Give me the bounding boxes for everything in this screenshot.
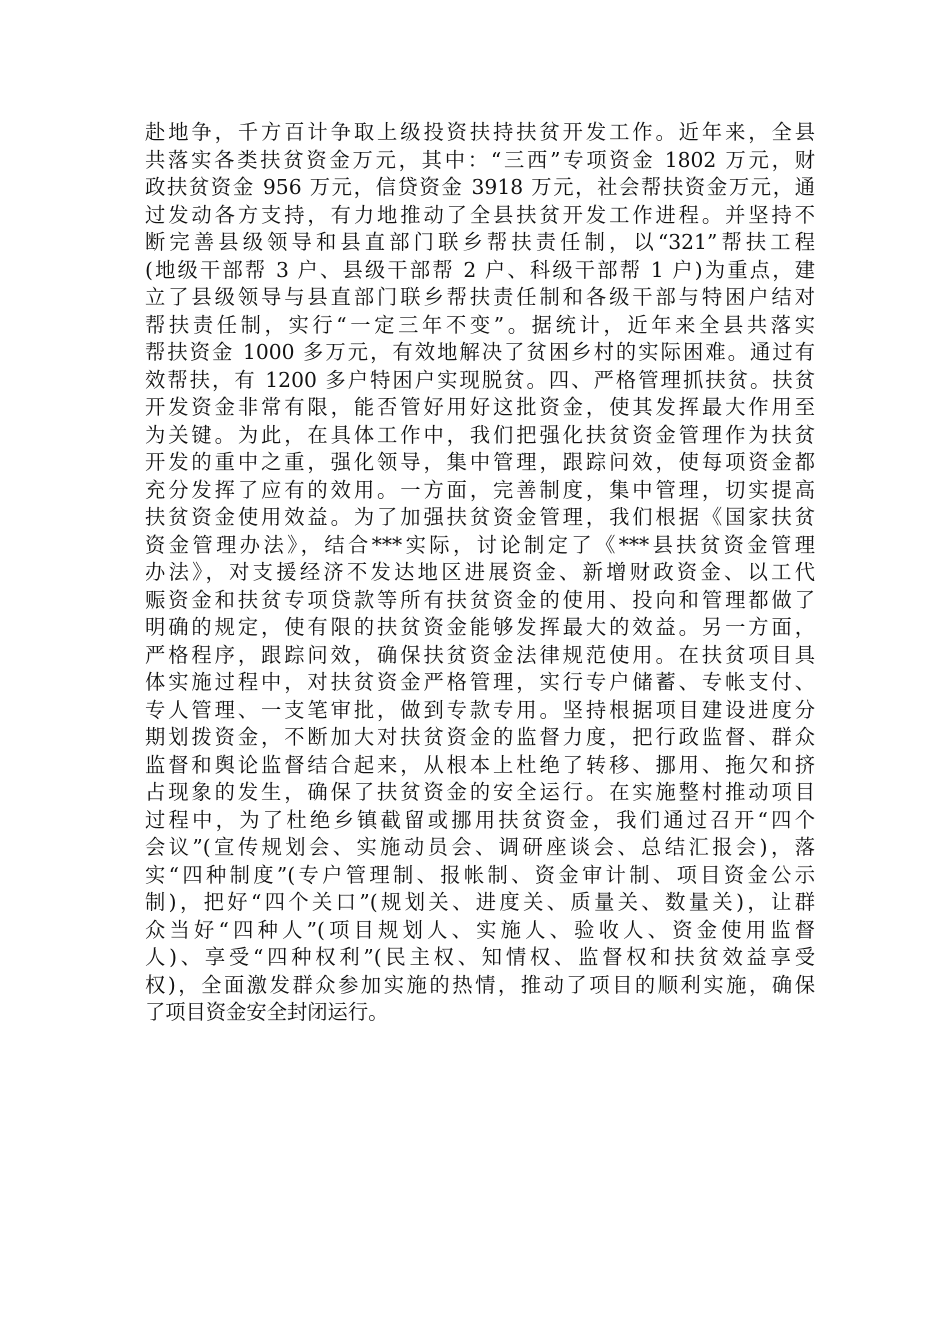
text-line: (地级干部帮 3 户、县级干部帮 2 户、科级干部帮 1 户)为重点，建 — [145, 257, 815, 282]
text-line: 共落实各类扶贫资金万元，其中：“三西”专项资金 1802 万元，财 — [145, 147, 815, 172]
body-paragraph — [145, 119, 815, 1027]
text-line: 开发的重中之重，强化领导，集中管理，跟踪问效，使每项资金都 — [145, 450, 815, 474]
text-line: 了项目资金安全封闭运行。 — [145, 1000, 389, 1024]
text-line: 办法》，对支援经济不发达地区进展资金、新增财政资金、以工代 — [145, 560, 815, 584]
text-line: 人)、享受“四种权利”(民主权、知情权、监督权和扶贫效益享受 — [145, 945, 815, 969]
text-line: 监督和舆论监督结合起来，从根本上杜绝了转移、挪用、拖欠和挤 — [145, 752, 815, 777]
text-line: 过发动各方支持，有力地推动了全县扶贫开发工作进程。并坚持不 — [145, 202, 815, 227]
text-line: 会议”(宣传规划会、实施动员会、调研座谈会、总结汇报会)，落 — [145, 835, 815, 859]
text-line: 众当好“四种人”(项目规划人、实施人、验收人、资金使用监督 — [145, 917, 815, 942]
text-line: 专人管理、一支笔审批，做到专款专用。坚持根据项目建设进度分 — [145, 697, 815, 722]
text-line: 扶贫资金使用效益。为了加强扶贫资金管理，我们根据《国家扶贫 — [145, 505, 815, 529]
text-line: 资金管理办法》，结合***实际，讨论制定了《***县扶贫资金管理 — [145, 532, 815, 557]
text-line: 帮扶责任制，实行“一定三年不变”。据统计，近年来全县共落实 — [145, 312, 815, 337]
text-line: 赈资金和扶贫专项贷款等所有扶贫资金的使用、投向和管理都做了 — [145, 587, 815, 612]
text-line: 政扶贫资金 956 万元，信贷资金 3918 万元，社会帮扶资金万元，通 — [145, 175, 815, 199]
text-line: 为关键。为此，在具体工作中，我们把强化扶贫资金管理作为扶贫 — [145, 422, 815, 447]
text-line: 权)，全面激发群众参加实施的热情，推动了项目的顺利实施，确保 — [145, 972, 815, 997]
text-line: 立了县级领导与县直部门联乡帮扶责任制和各级干部与特困户结对 — [145, 285, 815, 309]
text-line: 明确的规定，使有限的扶贫资金能够发挥最大的效益。另一方面， — [145, 615, 815, 639]
text-line: 制)，把好“四个关口”(规划关、进度关、质量关、数量关)，让群 — [145, 890, 815, 914]
text-line: 严格程序，跟踪问效，确保扶贫资金法律规范使用。在扶贫项目具 — [145, 642, 815, 667]
text-line: 效帮扶，有 1200 多户特困户实现脱贫。四、严格管理抓扶贫。扶贫 — [145, 367, 815, 392]
text-line: 体实施过程中，对扶贫资金严格管理，实行专户储蓄、专帐支付、 — [145, 670, 815, 694]
text-line: 帮扶资金 1000 多万元，有效地解决了贫困乡村的实际困难。通过有 — [145, 340, 815, 364]
text-line: 赴地争，千方百计争取上级投资扶持扶贫开发工作。近年来，全县 — [145, 120, 815, 144]
text-line: 实“四种制度”(专户管理制、报帐制、资金审计制、项目资金公示 — [145, 862, 815, 887]
text-line: 期划拨资金，不断加大对扶贫资金的监督力度，把行政监督、群众 — [145, 725, 815, 749]
text-line: 过程中，为了杜绝乡镇截留或挪用扶贫资金，我们通过召开“四个 — [145, 807, 815, 832]
text-line: 开发资金非常有限，能否管好用好这批资金，使其发挥最大作用至 — [145, 395, 815, 419]
text-line: 占现象的发生，确保了扶贫资金的安全运行。在实施整村推动项目 — [145, 780, 815, 804]
text-line: 充分发挥了应有的效用。一方面，完善制度，集中管理，切实提高 — [145, 477, 815, 502]
text-line: 断完善县级领导和县直部门联乡帮扶责任制，以“321”帮扶工程 — [145, 230, 815, 254]
